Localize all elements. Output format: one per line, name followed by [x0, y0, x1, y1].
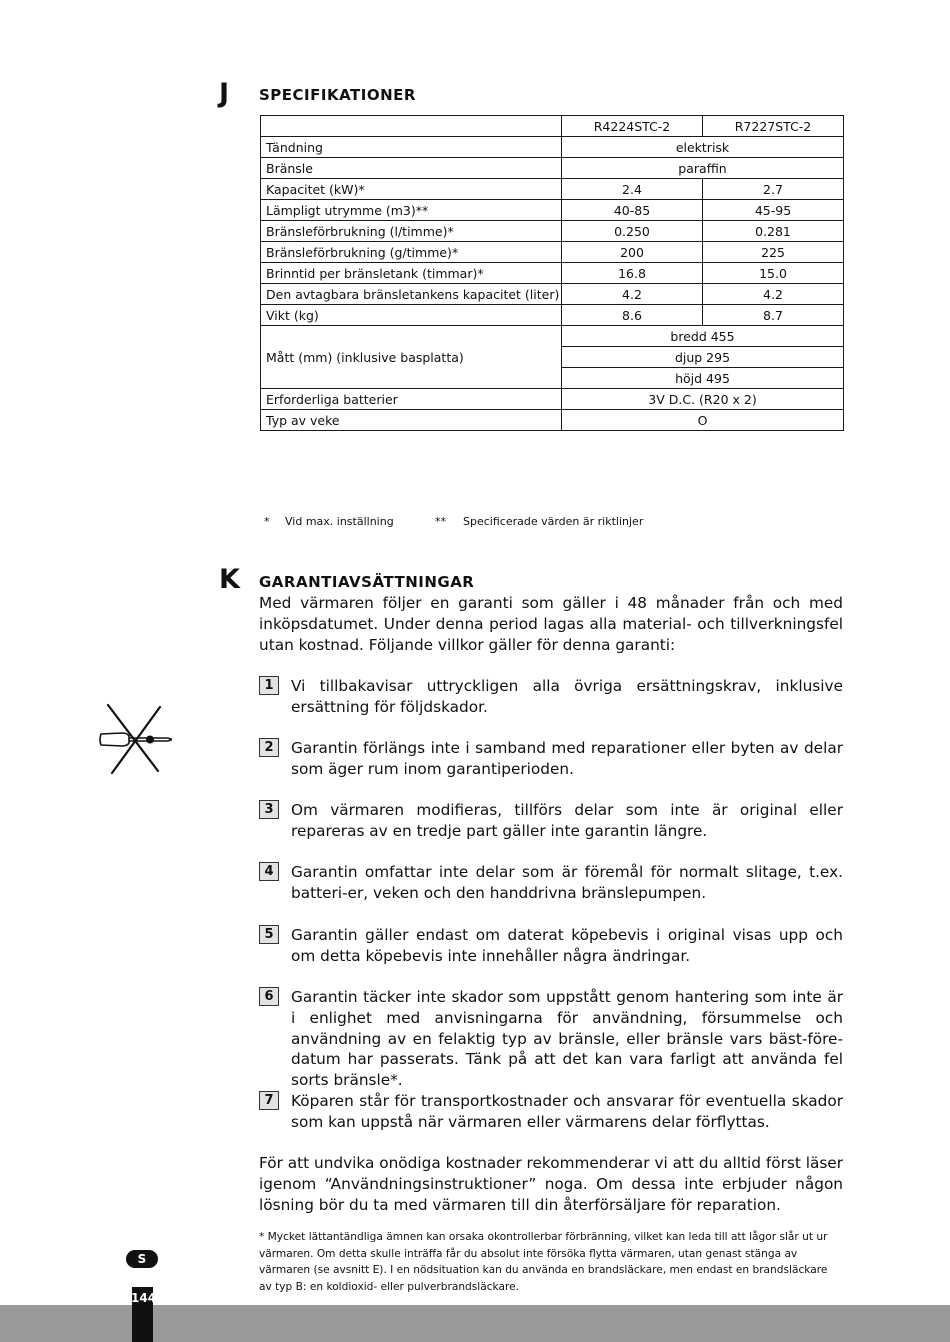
item-number: 6 — [259, 987, 279, 1006]
warranty-item — [259, 676, 843, 718]
warranty-item — [259, 925, 843, 967]
row-value: 225 — [703, 242, 844, 263]
row-label: Vikt (kg) — [261, 305, 562, 326]
table-row — [261, 158, 844, 179]
row-value: 0.281 — [703, 221, 844, 242]
row-value: 45-95 — [703, 200, 844, 221]
section-j-title: SPECIFIKATIONER — [259, 86, 416, 104]
row-value: 8.7 — [703, 305, 844, 326]
item-text: Om värmaren modifieras, tillförs delar som inte är original eller repareras av en tredje part gäller inte garantin längre. — [291, 801, 843, 840]
table-row — [261, 263, 844, 284]
item-number: 3 — [259, 800, 279, 819]
table-row — [261, 116, 844, 137]
row-label: Bränsle — [261, 158, 562, 179]
warranty-item — [259, 987, 843, 1091]
table-row — [261, 389, 844, 410]
row-label: Bränsleförbrukning (g/timme)* — [261, 242, 562, 263]
language-badge: S — [126, 1250, 158, 1268]
row-value: 0.250 — [562, 221, 703, 242]
row-label: Mått (mm) (inklusive basplatta) — [261, 326, 562, 389]
row-value: bredd 455 — [562, 326, 844, 347]
table-row — [261, 410, 844, 431]
table-row — [261, 284, 844, 305]
row-value: paraffin — [562, 158, 844, 179]
table-row — [261, 200, 844, 221]
row-label: Brinntid per bränsletank (timmar)* — [261, 263, 562, 284]
warranty-intro: Med värmaren följer en garanti som gäller i 48 månader från och med inköpsdatumet. Under denna period lagas alla material- och tillverkningsfel utan kostnad. Följande villkor gäller för denna garanti: — [259, 594, 843, 654]
table-row — [261, 305, 844, 326]
warranty-item — [259, 738, 843, 780]
page-number: 144 — [131, 1291, 157, 1305]
model-header: R4224STC-2 — [562, 116, 703, 137]
row-label: Tändning — [261, 137, 562, 158]
item-number: 1 — [259, 676, 279, 695]
warranty-closing: För att undvika onödiga kostnader rekommenderar vi att du alltid först läser igenom “Användningsinstruktioner” noga. Om dessa inte erbjuder någon lösning bör du ta med värmaren till din återförsäljare för reparation. — [259, 1154, 843, 1214]
warranty-item — [259, 800, 843, 842]
table-row — [261, 326, 844, 347]
row-label: Lämpligt utrymme (m3)** — [261, 200, 562, 221]
table-row — [261, 242, 844, 263]
row-value: 16.8 — [562, 263, 703, 284]
item-text: Garantin omfattar inte delar som är föremål för normalt slitage, t.ex. batteri-er, veken och den handdrivna bränslepumpen. — [291, 863, 843, 902]
item-number: 2 — [259, 738, 279, 757]
section-k-letter: K — [219, 564, 240, 595]
table-header-empty — [261, 116, 562, 137]
item-text: Garantin gäller endast om daterat köpebevis i original visas upp och om detta köpebevis inte innehåller några ändringar. — [291, 926, 843, 965]
row-value: 3V D.C. (R20 x 2) — [562, 389, 844, 410]
section-j-letter: J — [219, 78, 230, 109]
section-k-title: GARANTIAVSÄTTNINGAR — [259, 573, 475, 591]
spec-table — [260, 115, 844, 431]
row-label: Kapacitet (kW)* — [261, 179, 562, 200]
row-value: 2.7 — [703, 179, 844, 200]
table-row — [261, 137, 844, 158]
table-row — [261, 179, 844, 200]
row-value: höjd 495 — [562, 368, 844, 389]
row-label: Bränsleförbrukning (l/timme)* — [261, 221, 562, 242]
footnote-text: Specificerade värden är riktlinjer — [463, 515, 644, 528]
table-row — [261, 221, 844, 242]
item-number: 4 — [259, 862, 279, 881]
item-text: Garantin förlängs inte i samband med reparationer eller byten av delar som äger rum inom garantiperioden. — [291, 739, 843, 778]
row-value: 4.2 — [703, 284, 844, 305]
footnote-text: Vid max. inställning — [285, 515, 394, 528]
fuel-safety-note: * Mycket lättantändliga ämnen kan orsaka okontrollerbar förbränning, vilket kan leda till att lågor slår ut ur värmaren. Om detta skulle inträffa får du absolut inte försöka flytta värmaren, utan genast stänga av värmaren (se avsnitt E). I en nödsituation kan du använda en brandsläckare, men endast en brandsläckare av typ B: en koldioxid- eller pulverbrandsläckare. — [259, 1231, 828, 1293]
row-value: 4.2 — [562, 284, 703, 305]
row-value: 15.0 — [703, 263, 844, 284]
item-text: Köparen står för transportkostnader och ansvarar för eventuella skador som kan uppstå när värmaren eller värmarens delar förflyttas. — [291, 1092, 843, 1131]
row-value: 2.4 — [562, 179, 703, 200]
screwdriver-crossed-icon — [98, 703, 174, 775]
row-value: elektrisk — [562, 137, 844, 158]
warranty-item — [259, 862, 843, 904]
item-text: Vi tillbakavisar uttryckligen alla övriga ersättningskrav, inklusive ersättning för följdskador. — [291, 677, 843, 716]
row-value: O — [562, 410, 844, 431]
row-label: Den avtagbara bränsletankens kapacitet (liter) — [261, 284, 562, 305]
item-text: Garantin täcker inte skador som uppstått genom hantering som inte är i enlighet med anvisningarna för användning, försummelse och användning av en felaktig typ av bränsle, eller bränsle vars bäst-före-datum har passerats. Tänk på att det kan vara farligt att använda fel sorts bränsle*. — [291, 988, 843, 1090]
footnote-mark: ** — [435, 515, 446, 528]
row-value: 200 — [562, 242, 703, 263]
item-number: 5 — [259, 925, 279, 944]
warranty-item — [259, 1091, 843, 1133]
footnote-mark: * — [264, 515, 270, 528]
row-label: Typ av veke — [261, 410, 562, 431]
item-number: 7 — [259, 1091, 279, 1110]
row-value: djup 295 — [562, 347, 844, 368]
row-label: Erforderliga batterier — [261, 389, 562, 410]
row-value: 8.6 — [562, 305, 703, 326]
model-header: R7227STC-2 — [703, 116, 844, 137]
row-value: 40-85 — [562, 200, 703, 221]
